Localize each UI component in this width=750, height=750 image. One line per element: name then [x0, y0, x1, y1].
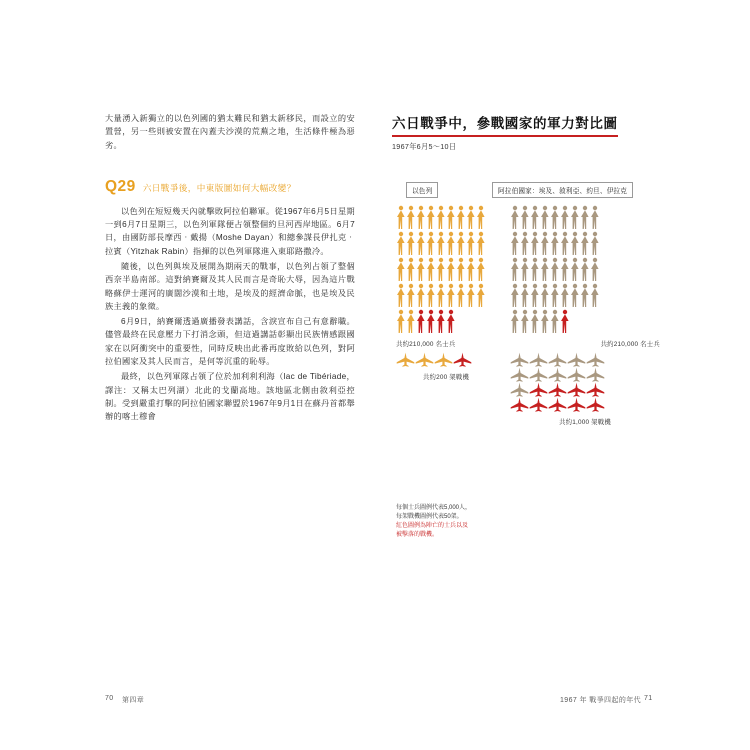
- soldier-icon: [476, 205, 486, 230]
- soldier-icon: [560, 283, 570, 308]
- soldier-icon: [530, 309, 540, 334]
- soldier-icon: [456, 231, 466, 256]
- soldier-icon: [590, 231, 600, 256]
- soldier-icon: [570, 231, 580, 256]
- soldier-icon: [476, 231, 486, 256]
- israel-troops-caption: 共約210,000 名士兵: [396, 341, 456, 348]
- pictogram-row: [510, 352, 660, 367]
- plane-icon: [529, 367, 548, 382]
- soldier-icon: [530, 205, 540, 230]
- soldier-icon: [580, 257, 590, 282]
- plane-icon: [453, 352, 472, 367]
- pictogram-row: [510, 230, 660, 256]
- soldier-icon: [510, 231, 520, 256]
- question-heading: [105, 178, 355, 196]
- folio-left-text: 第四章: [122, 697, 145, 704]
- pictogram-row: [396, 352, 496, 367]
- arab-planes-caption: 共約1,000 架戰機: [559, 419, 611, 426]
- soldier-icon: [466, 231, 476, 256]
- soldier-icon: [540, 283, 550, 308]
- plane-icon: [396, 352, 415, 367]
- arab-troops-caption: 共約210,000 名士兵: [600, 341, 660, 348]
- soldier-icon: [560, 231, 570, 256]
- plane-icon: [586, 352, 605, 367]
- soldier-icon: [466, 205, 476, 230]
- soldier-icon: [426, 283, 436, 308]
- soldier-icon: [510, 309, 520, 334]
- soldier-icon: [540, 231, 550, 256]
- plane-icon: [567, 352, 586, 367]
- footnote-line-4: 被擊落的戰機。: [396, 532, 439, 538]
- soldier-icon: [520, 309, 530, 334]
- intro-text: 大量湧入新獨立的以色列國的猶太難民和猶太新移民，而設立的安置營，另一些則被安置在內蓋夫沙漠的荒蕪之地，生活條件極為惡劣。: [105, 114, 355, 150]
- soldier-icon: [520, 257, 530, 282]
- pictogram-row: [396, 282, 496, 308]
- question-title: 六日戰爭後，中東版圖如何大幅改變？: [142, 182, 296, 193]
- soldier-icon: [436, 205, 446, 230]
- footnote-line-2: 每架戰機圖例代表50架。: [396, 514, 463, 520]
- paragraph-4: 最終，以色列軍隊占領了位於加利利利海（lac de Tibériade，譯注：又稱太巴列湖）北此的戈蘭高地。該地區北側由敘利亞控制。受到嚴重打擊的阿拉伯國家聯盟於1967年9月1日在蘇丹首都舉辦的喀土穆會: [105, 372, 355, 422]
- israel-planes-caption: 共約200 架戰機: [422, 374, 470, 381]
- plane-icon: [586, 367, 605, 382]
- right-page: [392, 112, 660, 622]
- soldier-icon: [396, 205, 406, 230]
- soldier-icon: [510, 257, 520, 282]
- soldier-icon: [426, 257, 436, 282]
- soldier-icon: [530, 257, 540, 282]
- soldier-icon: [406, 231, 416, 256]
- soldier-icon: [436, 231, 446, 256]
- soldier-icon: [560, 257, 570, 282]
- pictogram-row: [510, 308, 660, 334]
- soldier-icon: [436, 309, 446, 334]
- legend-arab: 阿拉伯國家：埃及、敘利亞、約旦、伊拉克: [492, 182, 633, 198]
- soldier-icon: [570, 257, 580, 282]
- pictogram-row: [510, 204, 660, 230]
- legend-israel: 以色列: [406, 182, 438, 198]
- soldier-icon: [446, 205, 456, 230]
- soldier-icon: [550, 283, 560, 308]
- plane-icon: [529, 382, 548, 397]
- plane-icon: [529, 352, 548, 367]
- plane-icon: [567, 367, 586, 382]
- pictogram-chart: [392, 204, 660, 604]
- israel-column: [396, 204, 496, 381]
- soldier-icon: [446, 283, 456, 308]
- pictogram-row: [510, 256, 660, 282]
- soldier-icon: [406, 205, 416, 230]
- plane-icon: [415, 352, 434, 367]
- soldier-icon: [570, 205, 580, 230]
- soldier-icon: [456, 257, 466, 282]
- soldier-icon: [550, 231, 560, 256]
- soldier-icon: [510, 205, 520, 230]
- soldier-icon: [520, 231, 530, 256]
- pictogram-row: [510, 382, 660, 397]
- soldier-icon: [550, 205, 560, 230]
- soldier-icon: [396, 257, 406, 282]
- soldier-icon: [426, 205, 436, 230]
- plane-icon: [567, 397, 586, 412]
- soldier-icon: [520, 205, 530, 230]
- plane-icon: [586, 397, 605, 412]
- soldier-icon: [530, 231, 540, 256]
- chart-header: [392, 112, 660, 152]
- soldier-icon: [466, 283, 476, 308]
- plane-icon: [548, 352, 567, 367]
- soldier-icon: [540, 309, 550, 334]
- soldier-icon: [436, 257, 446, 282]
- soldier-icon: [580, 231, 590, 256]
- paragraph-2: 隨後，以色列與埃及展開為期兩天的戰事，以色列占領了整個西奈半島南部。這對納賽爾及其人民而言是奇恥大辱，因為這片戰略蘇伊士運河的廣闊沙漠和土地，是埃及的經濟命脈，也是埃及民族主義的象徵。: [105, 261, 355, 311]
- soldier-icon: [466, 257, 476, 282]
- arab-troop-pictogram: [510, 204, 660, 334]
- soldier-icon: [476, 257, 486, 282]
- paragraph-1: 以色列在短短幾天內就擊敗阿拉伯聯軍。從1967年6月5日星期一到6月7日星期三，以色列軍隊便占領整個約旦河西岸地區。6月7日，由國防部長摩西‧戴揚（Moshe Dayan）和總參謀長伊扎克‧拉賓（Yitzhak Rabin）指揮的以色列軍隊進入東耶路撒冷。: [105, 206, 355, 256]
- israel-troop-pictogram: [396, 204, 496, 334]
- soldier-icon: [510, 283, 520, 308]
- pictogram-row: [510, 367, 660, 382]
- soldier-icon: [446, 231, 456, 256]
- soldier-icon: [540, 257, 550, 282]
- soldier-icon: [580, 283, 590, 308]
- chart-subtitle: 1967年6月5～10日: [392, 142, 457, 151]
- folio-right-number: 71: [644, 695, 653, 702]
- soldier-icon: [416, 231, 426, 256]
- plane-icon: [510, 397, 529, 412]
- chart-title: 六日戰爭中，參戰國家的軍力對比圖: [392, 112, 618, 137]
- soldier-icon: [406, 283, 416, 308]
- soldier-icon: [560, 309, 570, 334]
- soldier-icon: [416, 283, 426, 308]
- pictogram-row: [396, 204, 496, 230]
- body-text: [105, 205, 355, 424]
- plane-icon: [586, 382, 605, 397]
- arab-column: [510, 204, 660, 426]
- soldier-icon: [416, 309, 426, 334]
- soldier-icon: [396, 309, 406, 334]
- soldier-icon: [590, 205, 600, 230]
- plane-icon: [434, 352, 453, 367]
- plane-icon: [529, 397, 548, 412]
- soldier-icon: [560, 205, 570, 230]
- chart-footnote: [396, 504, 500, 540]
- soldier-icon: [590, 283, 600, 308]
- soldier-icon: [426, 231, 436, 256]
- soldier-icon: [476, 283, 486, 308]
- soldier-icon: [456, 205, 466, 230]
- soldier-icon: [436, 283, 446, 308]
- israel-plane-pictogram: [396, 352, 496, 367]
- pictogram-row: [396, 308, 496, 334]
- soldier-icon: [396, 283, 406, 308]
- footnote-line-1: 每個士兵圖例代表5,000人，: [396, 505, 472, 511]
- left-page: [105, 112, 355, 622]
- soldier-icon: [550, 309, 560, 334]
- plane-icon: [548, 367, 567, 382]
- question-number: Q29: [105, 177, 136, 195]
- arab-plane-pictogram: [510, 352, 660, 412]
- soldier-icon: [590, 257, 600, 282]
- paragraph-3: 6月9日，納賽爾透過廣播發表講話，含淚宣布自己有意辭職。儘管最終在民意壓力下打消念頭，但這過講話彰顯出民族情感跟國家在以阿衝突中的重要性，同時反映出此番再度敗給以色列，對阿拉伯國家及其人民而言，是何等沉重的恥辱。: [105, 317, 355, 366]
- soldier-icon: [416, 205, 426, 230]
- soldier-icon: [426, 309, 436, 334]
- plane-icon: [548, 382, 567, 397]
- soldier-icon: [446, 309, 456, 334]
- plane-icon: [567, 382, 586, 397]
- plane-icon: [548, 397, 567, 412]
- spread: [0, 112, 750, 704]
- soldier-icon: [540, 205, 550, 230]
- pictogram-row: [396, 230, 496, 256]
- soldier-icon: [456, 283, 466, 308]
- soldier-icon: [580, 205, 590, 230]
- pictogram-row: [510, 397, 660, 412]
- plane-icon: [510, 352, 529, 367]
- plane-icon: [510, 382, 529, 397]
- soldier-icon: [520, 283, 530, 308]
- soldier-icon: [406, 309, 416, 334]
- plane-icon: [510, 367, 529, 382]
- folio-right-text: 1967 年 戰爭四起的年代: [560, 697, 642, 704]
- soldier-icon: [550, 257, 560, 282]
- soldier-icon: [416, 257, 426, 282]
- folio-left-number: 70: [105, 695, 114, 702]
- soldier-icon: [530, 283, 540, 308]
- pictogram-row: [510, 282, 660, 308]
- chart-legend: [392, 182, 660, 195]
- soldier-icon: [396, 231, 406, 256]
- footnote-line-3: 紅色圖例為陣亡的士兵以及: [396, 523, 469, 529]
- soldier-icon: [570, 283, 580, 308]
- soldier-icon: [446, 257, 456, 282]
- soldier-icon: [406, 257, 416, 282]
- pictogram-row: [396, 256, 496, 282]
- intro-paragraph: [105, 112, 355, 152]
